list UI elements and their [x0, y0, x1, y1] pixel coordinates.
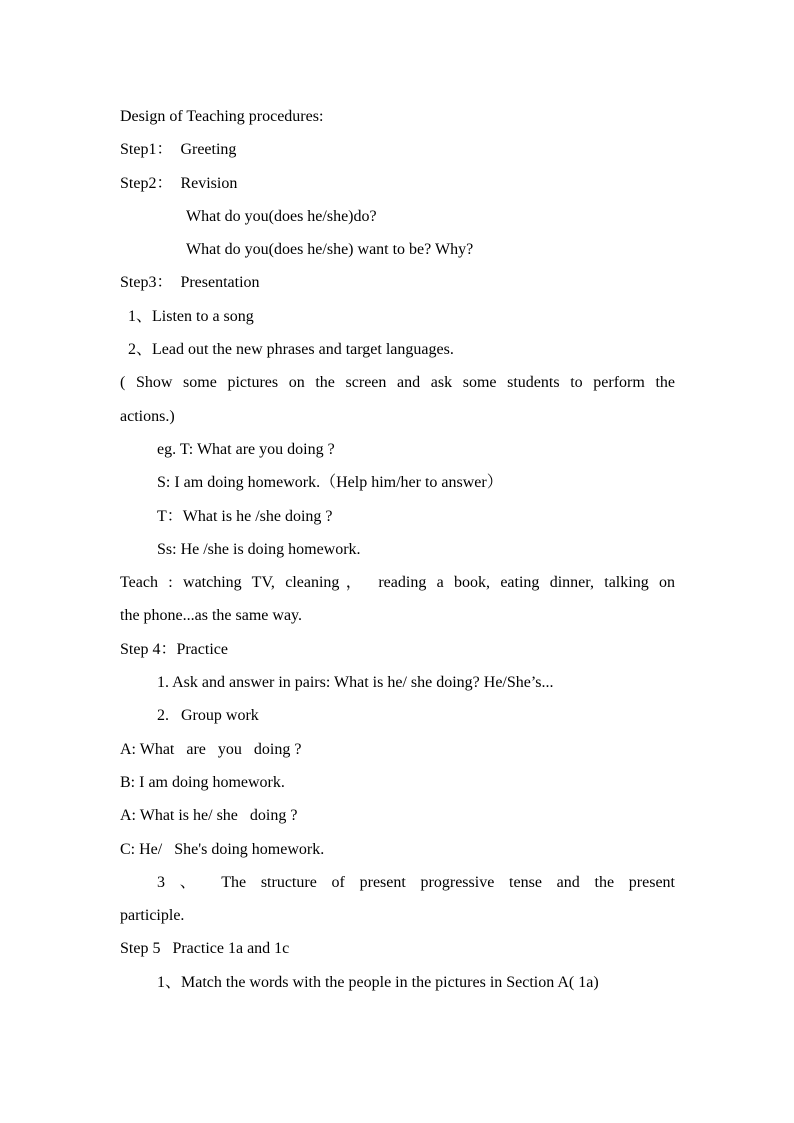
dialog-line-c: C: He/ She's doing homework.: [120, 840, 325, 858]
revision-question-2: What do you(does he/she) want to be? Why?: [186, 241, 474, 259]
dialog-line-a1: A: What are you doing ?: [120, 740, 302, 758]
practice-item-3-line-2: participle.: [120, 907, 185, 925]
teach-line-1: Teach : watching TV, cleaning， reading a book, eating dinner, talking on: [120, 574, 675, 592]
practice-item-1: 1. Ask and answer in pairs: What is he/ she doing? He/She’s...: [157, 674, 554, 692]
document-body: [120, 100, 675, 999]
presentation-item-2: 2、Lead out the new phrases and target languages.: [128, 341, 454, 359]
dialog-line-a2: A: What is he/ she doing ?: [120, 807, 298, 825]
step3-presentation: Step3： Presentation: [120, 274, 260, 292]
example-teacher-question-2: T：What is he /she doing ?: [157, 507, 333, 525]
example-teacher-question: eg. T: What are you doing ?: [157, 440, 335, 458]
revision-question-1: What do you(does he/she)do?: [186, 207, 377, 225]
step5-practice: Step 5 Practice 1a and 1c: [120, 940, 290, 958]
example-students-answer: Ss: He /she is doing homework.: [157, 540, 361, 558]
step1-greeting: Step1： Greeting: [120, 141, 237, 159]
show-note-line-1: ( Show some pictures on the screen and ask some students to perform the: [120, 374, 675, 392]
presentation-item-1: 1、Listen to a song: [128, 307, 254, 325]
teach-line-2: the phone...as the same way.: [120, 607, 303, 625]
document-heading: Design of Teaching procedures:: [120, 108, 324, 125]
practice-item-3-line-1: 3 、 The structure of present progressive tense and the present: [157, 873, 675, 891]
step5-item-1: 1、Match the words with the people in the pictures in Section A( 1a): [157, 973, 599, 991]
practice-item-2: 2. Group work: [157, 707, 259, 725]
step2-revision: Step2： Revision: [120, 174, 238, 192]
show-note-line-2: actions.): [120, 407, 175, 425]
dialog-line-b: B: I am doing homework.: [120, 773, 285, 791]
step4-practice: Step 4：Practice: [120, 640, 228, 658]
example-student-answer: S: I am doing homework.（Help him/her to answer）: [157, 474, 503, 492]
